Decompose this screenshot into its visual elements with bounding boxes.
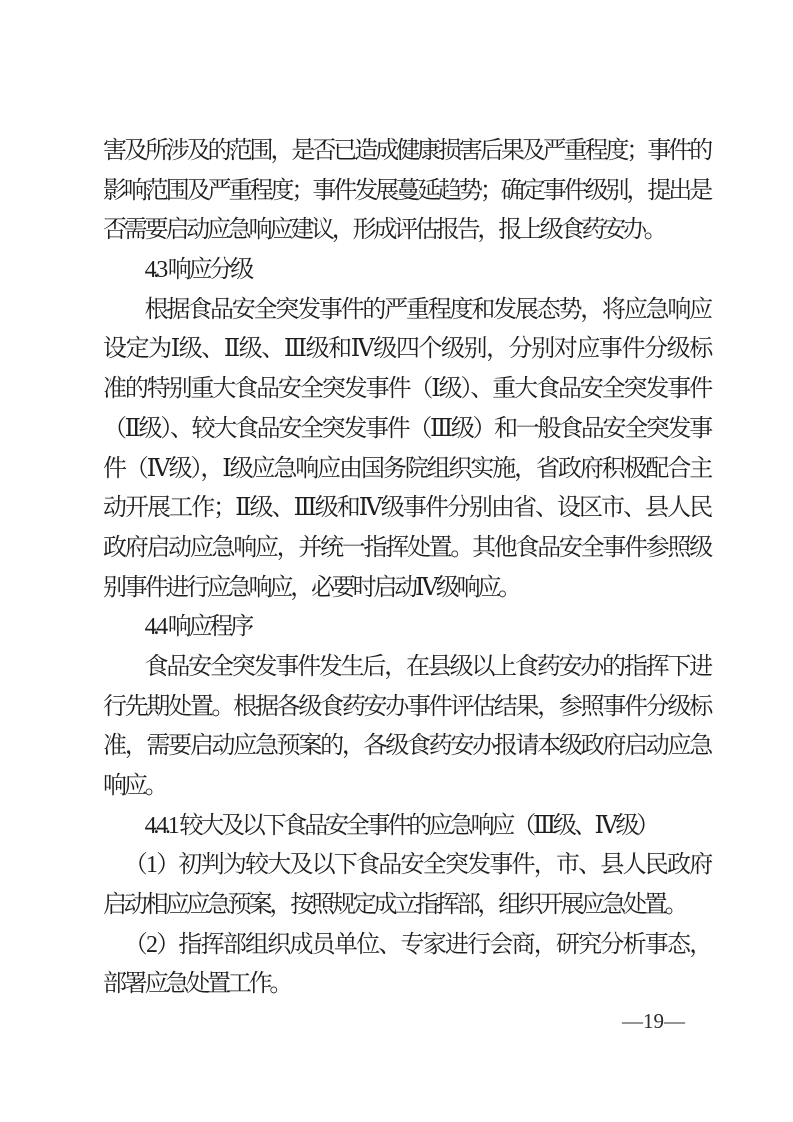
body-text-line: 动开展工作；Ⅱ级、Ⅲ级和Ⅳ级事件分别由省、设区市、县人民	[103, 495, 710, 522]
body-text-line: 准，需要启动应急预案的，各级食药安办报请本级政府启动应急	[103, 733, 710, 760]
body-text-line: 启动相应应急预案，按照规定成立指挥部，组织开展应急处置。	[103, 892, 686, 919]
body-text-line: 件（Ⅳ级），Ⅰ级应急响应由国务院组织实施，省政府积极配合主	[103, 455, 710, 482]
body-text-line: （Ⅱ级）、较大食品安全突发事件（Ⅲ级）和一般食品安全突发事	[103, 415, 710, 442]
body-text-line: 政府启动应急响应，并统一指挥处置。其他食品安全事件参照级	[103, 534, 710, 561]
body-text-line: 害及所涉及的范围，是否已造成健康损害后果及严重程度；事件的	[103, 138, 710, 164]
body-text-line: 设定为Ⅰ级、Ⅱ级、Ⅲ级和Ⅳ级四个级别，分别对应事件分级标	[103, 336, 710, 363]
body-text-line: 影响范围及严重程度；事件发展蔓延趋势；确定事件级别，提出是	[103, 177, 710, 204]
section-heading-line: 4.3 响应分级	[144, 257, 251, 284]
section-heading-line: 4.4 响应程序	[144, 614, 251, 641]
body-text-line: 行先期处置。根据各级食药安办事件评估结果，参照事件分级标	[103, 693, 710, 720]
body-text-line: 否需要启动应急响应建议，形成评估报告，报上级食药安办。	[103, 217, 665, 244]
body-text-line: 4.4.1 较大及以下食品安全事件的应急响应（Ⅲ级、Ⅳ级）	[144, 812, 657, 839]
body-text-line: 响应。	[103, 773, 166, 799]
page-number: —19—	[622, 1009, 685, 1033]
body-text-line: 别事件进行应急响应，必要时启动Ⅳ级响应。	[103, 574, 519, 601]
body-text-line: （2）指挥部组织成员单位、专家进行会商，研究分析事态，	[123, 931, 710, 958]
body-text-line: 食品安全突发事件发生后，在县级以上食药安办的指挥下进	[144, 653, 710, 680]
body-text-line: 根据食品安全突发事件的严重程度和发展态势，将应急响应	[144, 296, 710, 323]
body-text-line: 准的特别重大食品安全突发事件（Ⅰ级）、重大食品安全突发事件	[103, 376, 710, 403]
body-text-line: （1）初判为较大及以下食品安全突发事件，市、县人民政府	[123, 852, 710, 879]
document-body	[103, 132, 710, 1005]
body-text-line: 部署应急处置工作。	[103, 971, 291, 998]
